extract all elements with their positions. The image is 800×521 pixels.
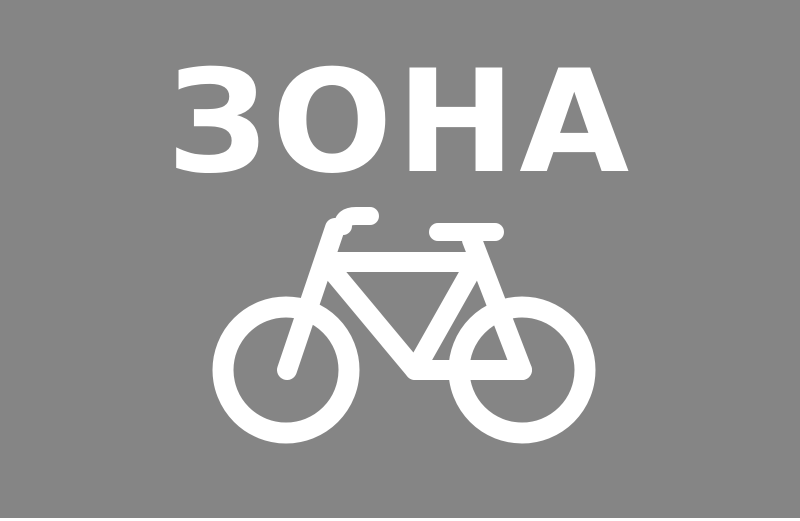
saddle <box>343 216 370 226</box>
zone-label: ЗОНА <box>166 40 634 205</box>
